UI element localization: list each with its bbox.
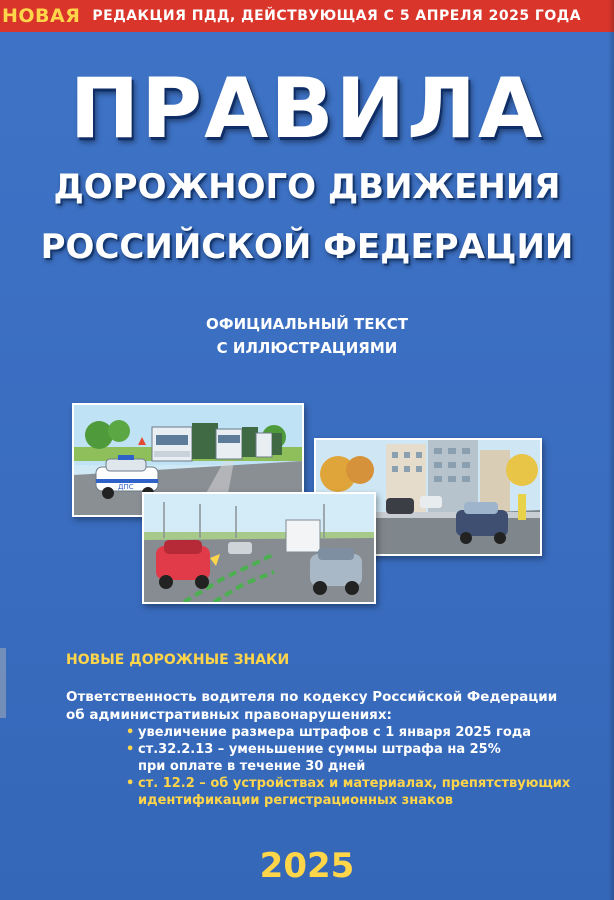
official-text-line-1: ОФИЦИАЛЬНЫЙ ТЕКСТ xyxy=(205,315,408,333)
illustration-multilane-road xyxy=(142,492,376,604)
binding-clip xyxy=(0,648,6,718)
responsibility-line-2: об административных правонарушениях: xyxy=(66,707,392,723)
changes-list xyxy=(126,724,596,809)
list-item-text: увеличение размера штрафов с 1 января 2025 года xyxy=(138,725,532,740)
list-item xyxy=(126,724,596,741)
list-item-text: ст. 12.2 – об устройствах и материалах, препятствующих xyxy=(138,776,571,791)
list-item xyxy=(126,775,596,809)
cover-title-line-1: ДОРОЖНОГО ДВИЖЕНИЯ xyxy=(53,167,561,207)
page-edge-shadow xyxy=(608,0,614,900)
responsibility-text xyxy=(66,688,566,724)
new-badge: НОВАЯ xyxy=(2,5,81,27)
bullet-marker: • xyxy=(126,742,135,757)
edition-banner xyxy=(0,0,614,32)
list-item xyxy=(126,741,596,775)
cover-title: ПРАВИЛА xyxy=(69,60,545,157)
edition-text: РЕДАКЦИЯ ПДД, ДЕЙСТВУЮЩАЯ С 5 АПРЕЛЯ 2025 ГОДА xyxy=(92,8,582,24)
official-text-line-2: С ИЛЛЮСТРАЦИЯМИ xyxy=(216,339,398,357)
responsibility-line-1: Ответственность водителя по кодексу Российской Федерации xyxy=(66,689,558,705)
list-item-text: ст.32.2.13 – уменьшение суммы штрафа на 25% xyxy=(138,742,501,757)
list-item-text-continued: при оплате в течение 30 дней xyxy=(138,759,366,774)
police-car-label: ДПС xyxy=(118,483,134,491)
new-road-signs-heading: НОВЫЕ ДОРОЖНЫЕ ЗНАКИ xyxy=(66,652,290,668)
bullet-marker: • xyxy=(126,776,135,791)
bullet-marker: • xyxy=(126,725,135,740)
list-item-text-continued: идентификации регистрационных знаков xyxy=(138,793,453,808)
cover-title-line-2: РОССИЙСКОЙ ФЕДЕРАЦИИ xyxy=(40,227,574,267)
publication-year: 2025 xyxy=(259,846,355,886)
